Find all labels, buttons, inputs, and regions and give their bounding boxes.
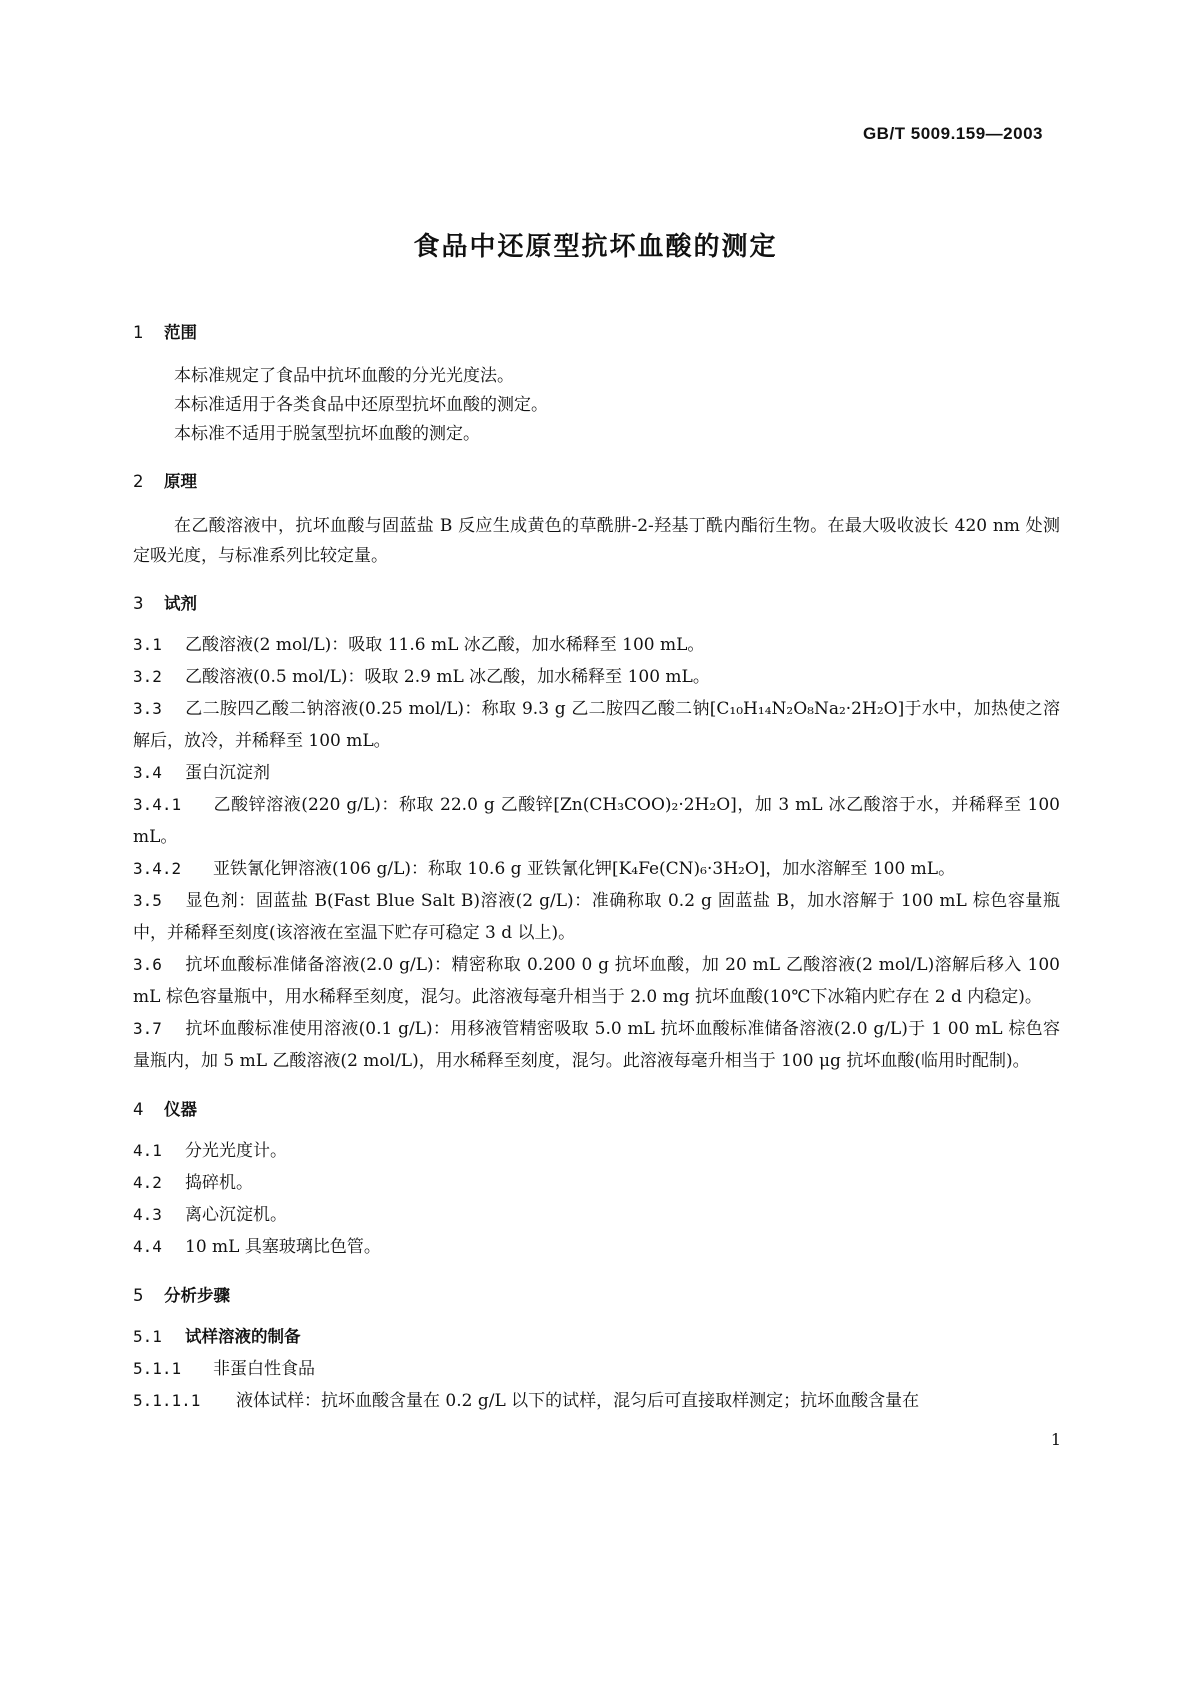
subsection-number: 5.1 — [133, 1327, 162, 1346]
clause-text: 抗坏血酸标准使用溶液(0.1 g/L)：用移液管精密吸取 5.0 mL 抗坏血酸标准储备溶液(2.0 g/L)于 1 00 mL 棕色容量瓶内，加 5 mL 乙酸溶液(2 mol/L)，用水稀释至刻度，混匀。此溶液每毫升相当于 100 μg 抗坏血酸(临用时配制)。 — [133, 1019, 1060, 1071]
section-heading — [133, 1095, 1060, 1125]
clause-number: 4.1 — [133, 1141, 162, 1160]
section-number: 3 — [133, 594, 144, 613]
clause-number: 3.4 — [133, 763, 162, 782]
clause-text: 亚铁氰化钾溶液(106 g/L)：称取 10.6 g 亚铁氰化钾[K₄Fe(CN)₆·3H₂O]，加水溶解至 100 mL。 — [213, 859, 956, 879]
clause — [133, 757, 1060, 789]
clause-text: 非蛋白性食品 — [213, 1359, 315, 1379]
clause — [133, 1135, 1060, 1167]
clause-text: 抗坏血酸标准储备溶液(2.0 g/L)：精密称取 0.200 0 g 抗坏血酸，加 20 mL 乙酸溶液(2 mol/L)溶解后移入 100 mL 棕色容量瓶中，用水稀释至刻度，混匀。此溶液每毫升相当于 2.0 mg 抗坏血酸(10℃下冰箱内贮存在 2 d 内稳定)。 — [133, 955, 1060, 1007]
clause — [133, 1231, 1060, 1263]
clause-number: 3.7 — [133, 1019, 162, 1038]
clause-text: 液体试样：抗坏血酸含量在 0.2 g/L 以下的试样，混匀后可直接取样测定；抗坏血酸含量在 — [236, 1391, 920, 1411]
clause — [133, 853, 1060, 885]
clause — [133, 949, 1060, 1013]
standard-code: GB/T 5009.159—2003 — [862, 124, 1043, 143]
subsection-title: 试样溶液的制备 — [185, 1327, 301, 1346]
clause-number: 3.6 — [133, 955, 162, 974]
clause-text: 乙二胺四乙酸二钠溶液(0.25 mol/L)：称取 9.3 g 乙二胺四乙酸二钠[C₁₀H₁₄N₂O₈Na₂·2H₂O]于水中，加热使之溶解后，放冷，并稀释至 100 mL。 — [133, 699, 1060, 751]
section-title: 试剂 — [164, 594, 197, 613]
section-heading — [133, 467, 1060, 497]
clause-text: 乙酸溶液(0.5 mol/L)：吸取 2.9 mL 冰乙酸，加水稀释至 100 mL。 — [185, 667, 710, 687]
clause-number: 3.4.2 — [133, 859, 182, 878]
clause-number: 4.4 — [133, 1237, 162, 1256]
clause-number: 3.4.1 — [133, 795, 182, 814]
document-body — [133, 318, 1060, 1417]
section-heading — [133, 1281, 1060, 1311]
section-number: 5 — [133, 1286, 144, 1305]
section-title: 原理 — [164, 472, 197, 491]
subsection-heading — [133, 1321, 1060, 1353]
paragraph: 在乙酸溶液中，抗坏血酸与固蓝盐 B 反应生成黄色的草酰肼-2-羟基丁酰内酯衍生物。在最大吸收波长 420 nm 处测定吸光度，与标准系列比较定量。 — [133, 516, 1060, 566]
clause-number: 4.3 — [133, 1205, 162, 1224]
clause-number: 4.2 — [133, 1173, 162, 1192]
clause — [133, 1385, 1060, 1417]
clause-text: 乙酸锌溶液(220 g/L)：称取 22.0 g 乙酸锌[Zn(CH₃COO)₂·2H₂O]，加 3 mL 冰乙酸溶于水，并稀释至 100 mL。 — [133, 795, 1060, 847]
section-title: 仪器 — [164, 1100, 197, 1119]
paragraph: 本标准适用于各类食品中还原型抗坏血酸的测定。 — [174, 395, 548, 415]
section-title: 范围 — [164, 323, 197, 342]
clause — [133, 1167, 1060, 1199]
clause-text: 离心沉淀机。 — [185, 1205, 287, 1225]
section-title: 分析步骤 — [164, 1286, 230, 1305]
page-number: 1 — [1050, 1430, 1061, 1449]
clause-text: 捣碎机。 — [185, 1173, 253, 1193]
clause-number: 5.1.1.1 — [133, 1391, 201, 1410]
section-number: 2 — [133, 472, 144, 491]
clause — [133, 693, 1060, 757]
clause-text: 10 mL 具塞玻璃比色管。 — [185, 1237, 381, 1257]
clause — [133, 789, 1060, 853]
clause — [133, 1199, 1060, 1231]
section-number: 1 — [133, 323, 144, 342]
clause-number: 3.3 — [133, 699, 162, 718]
clause — [133, 1353, 1060, 1385]
section-number: 4 — [133, 1100, 144, 1119]
clause-text: 蛋白沉淀剂 — [185, 763, 270, 783]
clause-text: 显色剂：固蓝盐 B(Fast Blue Salt B)溶液(2 g/L)：准确称取 0.2 g 固蓝盐 B，加水溶解于 100 mL 棕色容量瓶中，并稀释至刻度(该溶液在室温下贮存可稳定 3 d 以上)。 — [133, 891, 1060, 943]
section-heading — [133, 318, 1060, 348]
page-title: 食品中还原型抗坏血酸的测定 — [413, 232, 778, 262]
clause-text: 分光光度计。 — [185, 1141, 287, 1161]
paragraph: 本标准不适用于脱氢型抗坏血酸的测定。 — [174, 424, 480, 444]
clause — [133, 629, 1060, 661]
clause — [133, 885, 1060, 949]
paragraph: 本标准规定了食品中抗坏血酸的分光光度法。 — [174, 366, 514, 386]
clause-number: 3.5 — [133, 891, 162, 910]
clause-number: 5.1.1 — [133, 1359, 182, 1378]
clause-text: 乙酸溶液(2 mol/L)：吸取 11.6 mL 冰乙酸，加水稀释至 100 mL。 — [185, 635, 705, 655]
clause-number: 3.2 — [133, 667, 162, 686]
section-heading — [133, 589, 1060, 619]
clause — [133, 661, 1060, 693]
clause-number: 3.1 — [133, 635, 162, 654]
clause — [133, 1013, 1060, 1077]
